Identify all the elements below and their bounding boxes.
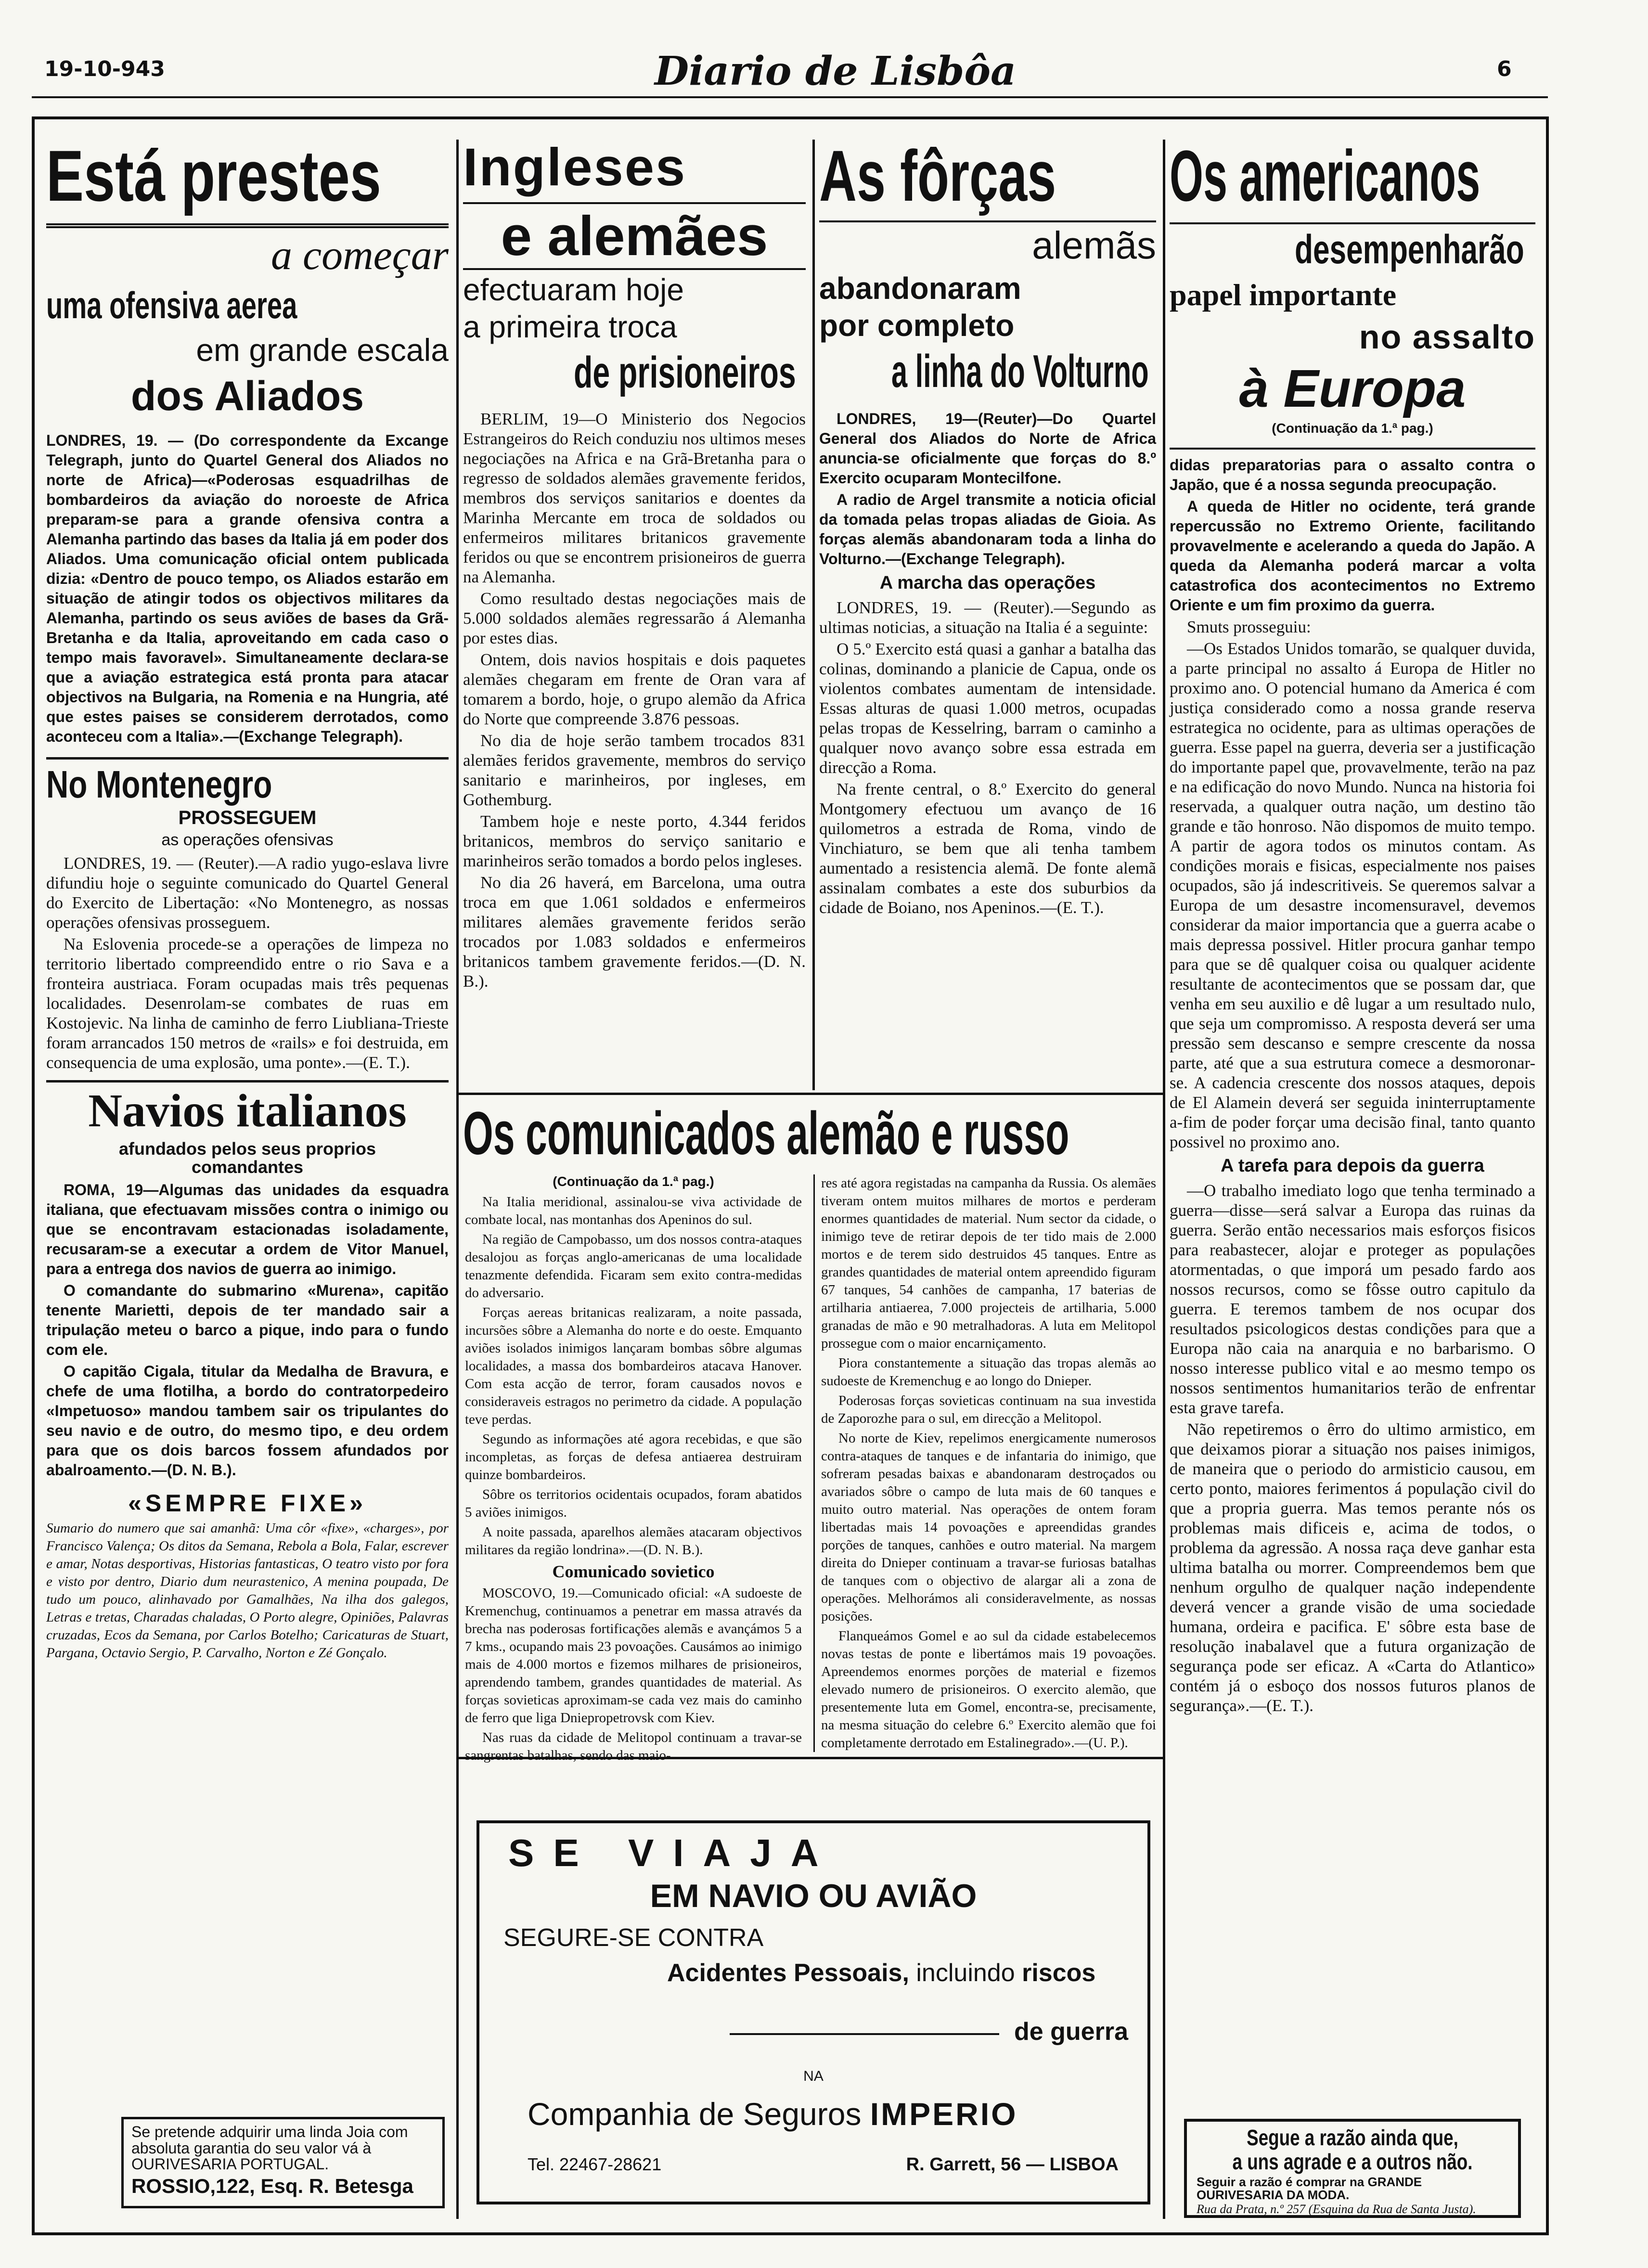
paragraph: Smuts prosseguiu: bbox=[1187, 618, 1311, 637]
column-2 bbox=[463, 140, 806, 993]
section-subtitle: as operações ofensivas bbox=[161, 830, 334, 849]
continuation-note: (Continuação da 1.ª pag.) bbox=[553, 1174, 714, 1189]
paragraph: Na Italia meridional, assinalou-se viva actividade de combate local, nas montanhas dos Apeninos do sul. bbox=[465, 1194, 802, 1228]
paragraph: Piora constantemente a situação das tropas alemãs ao sudoeste de Kremenchug e ao longo do Dnieper. bbox=[821, 1355, 1156, 1389]
section-subtitle: PROSSEGUEM bbox=[178, 807, 317, 828]
headline-deck: a primeira troca bbox=[463, 309, 677, 345]
ad-company: IMPERIO bbox=[870, 2096, 1018, 2132]
headline-deck: uma ofensiva aerea bbox=[46, 284, 297, 326]
paragraph: BERLIM, 19—O Ministerio dos Negocios Estrangeiros do Reich conduziu nos ultimos meses negociações na Africa e na Grã-Bretanha para o regresso de soldados alemães gravemente feridos, membros dos serviços sanitarios e doentes da Marinha Mercante em troca de soldados ou enfermeiros militares britanicos gravemente feridos ou que se encontrem prisioneiros de guerra na Alemanha. bbox=[463, 409, 806, 586]
header-rule bbox=[32, 96, 1548, 98]
section-subtitle: A tarefa para depois da guerra bbox=[1221, 1156, 1484, 1176]
headline-deck: por completo bbox=[819, 308, 1015, 343]
comunicados-section bbox=[463, 1099, 1156, 1167]
ad-text: Seguir a razão é comprar na GRANDE OURIVESARIA DA MODA. bbox=[1197, 2175, 1422, 2203]
issue-date: 19-10-943 bbox=[44, 57, 165, 81]
ad-companhia-imperio bbox=[476, 1820, 1150, 2204]
section-title: No Montenegro bbox=[46, 762, 272, 806]
ad-headline: a uns agrade e a outros não. bbox=[1232, 2149, 1473, 2174]
paragraph: Na frente central, o 8.º Exercito do general Montgomery efectuou um avanço de 16 quilometros a estrada de Roma, vindo de Vinchiaturo, se bem que ali tenha tambem aumentado a resistencia alemã. De fonte alemã assinalam combates a este dos suburbios da cidade de Boiano, nos Apeninos.—(E. T.). bbox=[819, 780, 1156, 917]
paragraph: No dia de hoje serão tambem trocados 831 alemães feridos gravemente, membros do serviço sanitario e marinheiros, por ingleses, em Gothemburg. bbox=[463, 731, 806, 809]
section-title: «SEMPRE FIXE» bbox=[128, 1489, 367, 1517]
paragraph: A queda de Hitler no ocidente, terá grande repercussão no Extremo Oriente, facilitando provavelmente e acelerando a queda do Japão. A queda da Alemanha poderá marcar a volta catastrofica dos acontecimentos no Extremo Oriente e um fim proximo da guerra. bbox=[1170, 498, 1535, 614]
headline: Os americanos bbox=[1170, 135, 1481, 216]
ad-company: Companhia de Seguros bbox=[528, 2096, 862, 2132]
section-title: Os comunicados alemão e russo bbox=[463, 1099, 1069, 1167]
paragraph: Tambem hoje e neste porto, 4.344 feridos britanicos, membros do serviço sanitario e marinheiros serão tomados a bordo pelos ingleses. bbox=[463, 812, 806, 870]
column-rule bbox=[812, 140, 815, 1090]
headline-deck: alemãs bbox=[1032, 224, 1156, 267]
section-subtitle: Comunicado sovietico bbox=[552, 1562, 715, 1582]
comunicado-alemao bbox=[465, 1174, 802, 1766]
column-3 bbox=[819, 135, 1156, 919]
paragraph: Ontem, dois navios hospitais e dois paquetes alemães chegaram em frente de Oran vara af tomarem a bordo, hoje, o grupo alemão da Africa do Norte que compreende 3.876 pessoas. bbox=[463, 650, 806, 728]
paragraph: LONDRES, 19. — (Reuter).—A radio yugo-eslava livre difundiu hoje o seguinte comunicado do Quartel General do Exercito de Libertação: «No Montenegro, as nossas operações ofensivas prosseguem. bbox=[46, 854, 449, 932]
paragraph: No dia 26 haverá, em Barcelona, uma outra troca em que 1.061 soldados e enfermeiros militares alemães gravemente feridos serão trocados por 1.083 soldados e enfermeiros britanicos tambem gravemente feridos.—(D. N. B.). bbox=[463, 873, 806, 991]
headline-deck: à Europa bbox=[1239, 359, 1466, 418]
paragraph: A noite passada, aparelhos alemães atacaram objectivos militares da região londrina».—(D. N. B.). bbox=[465, 1524, 802, 1558]
headline-deck: a começar bbox=[271, 232, 449, 279]
ad-text: incluindo bbox=[916, 1959, 1015, 1987]
paragraph: Poderosas forças sovieticas continuam na sua investida de Zaporozhe para o sul, em direcção a Melitopol. bbox=[821, 1393, 1156, 1426]
headline-deck: desempenharão bbox=[1295, 227, 1524, 272]
paragraph: No norte de Kiev, repelimos energicamente numerosos contra-ataques de tanques e de infantaria do inimigo, que sofreram pesadas baixas e abandonaram destroçados ou avariados sôbre o campo de luta mais de 60 tanques e muito outro material. Nas operações de ontem foram libertadas mais 14 povoações e apreendidas grandes porções de tanques, canhões e outro material. Na margem direita do Dnieper continuam a travar-se furiosas batalhas de tanques com o objectivo de alargar ali a zona de operações. Melhorámos ali consideravelmente, as nossas posições. bbox=[821, 1430, 1156, 1624]
ad-text: Acidentes Pessoais, bbox=[667, 1959, 909, 1987]
ad-rule bbox=[730, 2033, 999, 2035]
paragraph: A radio de Argel transmite a noticia oficial da tomada pelas tropas aliadas de Gioia. As forças alemãs abandonaram toda a linha do Volturno.—(Exchange Telegraph). bbox=[819, 491, 1156, 568]
paragraph: Como resultado destas negociações mais de 5.000 soldados alemães regressarão á Alemanha por estes dias. bbox=[463, 589, 806, 647]
headline-deck: no assalto bbox=[1359, 318, 1535, 356]
column-rule bbox=[456, 140, 459, 2219]
headline-deck: papel importante bbox=[1170, 278, 1397, 312]
paragraph: Na Eslovenia procede-se a operações de limpeza no territorio libertado compreendido entre o rio Sava e a fronteira austriaca. Foram ocupadas mais três pequenas localidades. Desenrolam-se combates de ruas em Kostojevic. Na linha de caminho de ferro Liubliana-Trieste foram arrancados 150 metros de «rails» e foi destruida, em consequencia de uma explosão, uma ponte».—(E. T.). bbox=[46, 935, 449, 1072]
ad-text: SEGURE-SE CONTRA bbox=[503, 1924, 764, 1952]
paragraph: Não repetiremos o êrro do ultimo armistico, em que deixamos piorar a situação nos paises inimigos, de maneira que o periodo do armisticio causou, em certo ponto, maiores ferimentos á população civil do que a propria guerra. Mas temos perante nós os problemas mais dificeis e, acima de todos, o problema da agressão. A nossa raça deve ganhar esta ultima batalha ou morrer. Compreendemos bem que nenhum orgulho de qualquer nação independente deverá vencer a grande visão de uma sociedade humana, ordeira e pacifica. E' sôbre esta base de resolução inabalavel que a futura organização de segurança pode ser eficaz. A «Carta do Atlantico» contém já o esboço dos nossos futuros planos de segurança».—(E. T.). bbox=[1170, 1420, 1535, 1715]
headline-deck: de prisioneiros bbox=[574, 348, 796, 397]
headline-deck: abandonaram bbox=[819, 271, 1021, 306]
paragraph: res até agora registadas na campanha da Russia. Os alemães tiveram ontem muitos milhares de mortos e perderam enormes quantidades de material. Num sector da cidade, o inimigo teve de retirar depois de ter tido mais de 2.000 mortos e de terem sido destruidos 45 tanques. Entre as grandes quantidades de material ontem apreendido figuram 67 tanques, 54 canhões de campanha, 17 baterias de artilharia antiaerea, 7.000 projecteis de artilharia, 5.000 granadas de mão e 90 metralhadoras. A luta em Melitopol prossegue com o maior encarniçamento. bbox=[821, 1175, 1156, 1351]
column-rule bbox=[813, 1174, 815, 1752]
paragraph: Segundo as informações até agora recebidas, e que são incompletas, as forças de defesa antiaerea destruiram quinze bombardeiros. bbox=[465, 1431, 802, 1483]
paragraph: ROMA, 19—Algumas das unidades da esquadra italiana, que efectuavam missões contra o inimigo ou que se encontravam estacionadas isoladamente, recusaram-se a executar a ordem de Vitor Manuel, para a entrega dos navios de guerra ao inimigo. bbox=[46, 1181, 449, 1277]
headline-deck: e alemães bbox=[501, 204, 768, 267]
paragraph: LONDRES, 19—(Reuter)—Do Quartel General dos Aliados do Norte de Africa anuncia-se oficialmente que forças do 8.º Exercito ocuparam Montecilfone. bbox=[819, 410, 1156, 487]
ad-address: R. Garrett, 56 — LISBOA bbox=[906, 2154, 1119, 2175]
ad-text: de guerra bbox=[1014, 2018, 1128, 2046]
paragraph: LONDRES, 19. — (Reuter).—Segundo as ultimas noticias, a situação na Italia é a seguinte: bbox=[819, 598, 1156, 637]
column-1 bbox=[46, 135, 449, 1662]
paragraph: Flanqueámos Gomel e ao sul da cidade estabelecemos novas testas de ponte e libertámos mais 19 povoações. Apreendemos enormes porções de material e fizemos elevado numero de prisioneiros. O exercito alemão, que presentemente luta em Gomel, encontra-se, precisamente, na mesma situação do celebre 6.º Exercito alemão que foi completamente derrotado em Estalinegrado».—(U. P.). bbox=[821, 1628, 1156, 1751]
ad-headline: EM NAVIO OU AVIÃO bbox=[650, 1878, 977, 1914]
ad-text: Se pretende adquirir uma linda Joia com absoluta garantia do seu valor vá à OURIVESARIA PORTUGAL. bbox=[131, 2123, 408, 2173]
column-4 bbox=[1170, 135, 1535, 1717]
paragraph: O capitão Cigala, titular da Medalha de Bravura, e chefe de uma flotilha, a bordo do contratorpedeiro «Impetuoso» mandou tambem sair os tripulantes do seu navio e de outro, do mesmo tipo, e deu ordem para que os dois barcos fossem afundados por abalroamento.—(D. N. B.). bbox=[46, 1362, 449, 1479]
ad-address: Rua da Prata, n.º 257 (Esquina da Rua de Santa Justa). bbox=[1197, 2202, 1476, 2216]
paragraph: didas preparatorias para o assalto contra o Japão, que é a nossa segunda preocupação. bbox=[1170, 456, 1535, 494]
paragraph: Nas ruas da cidade de Melitopol continuam a travar-se sangrentas batalhas, sendo das maio- bbox=[465, 1730, 802, 1764]
column-rule bbox=[1163, 140, 1165, 2219]
paragraph: Na região de Campobasso, um dos nossos contra-ataques desalojou as forças anglo-americanas de uma localidade tenazmente defendida. Ficaram sem exito contra-medidas do adversario. bbox=[465, 1232, 802, 1301]
ad-text: NA bbox=[803, 2068, 824, 2084]
paragraph: —Os Estados Unidos tomarão, se qualquer duvida, a parte principal no assalto á Europa de Hitler no proximo ano. O potencial humano da America é com justiça considerado como a nossa grande reserva estrategica no ocidente, para as ultimas operações de guerra. Esse papel na guerra, deveria ser a justificação do importante papel que, provavelmente, terão na paz e na edificação do novo Mundo. Nunca na historia foi reservada, a qualquer outra nação, um destino tão grande e tão honroso. Não dispomos de muito tempo. A partir de agora todos os minutos contam. As condições morais e fisicas, especialmente nos paises ocupados, são já indescritiveis. Se queremos salvar a Europa de um desastre incomensuravel, devemos considerar da maior importancia que a guerra acabe o mais depressa possivel. Hitler procura ganhar tempo para que se dê qualquer coisa ou qualquer acidente resultante de acontecimentos que se possam dar, que venha em seu auxilio e dê lugar a um resultado nulo, que seja um compromisso. A resposta deverá ser uma pressão sem descanso e sempre crescente da nossa parte, até que a sua estrutura comece a desmoronar-se. A cadencia crescente dos nossos ataques, depois de El Alamein deverá ser seguida ininterruptamente a-fim de poder forçar uma decisão final, tanto quanto possivel no proximo ano. bbox=[1170, 639, 1535, 1152]
paragraph: Forças aereas britanicas realizaram, a noite passada, incursões sôbre a Alemanha do norte e do oeste. Emquanto aviões isolados inimigos lançaram bombas sôbre algumas localidades, a massa dos bombardeiros atacava Hanover. Com esta acção de terror, foram causados novos e consideraveis estragos no perimetro da cidade. A população teve perdas. bbox=[465, 1305, 802, 1428]
ad-headline: SE VIAJA bbox=[508, 1831, 838, 1874]
section-title: Navios italianos bbox=[88, 1085, 407, 1137]
article-body: LONDRES, 19. — (Do correspondente da Excange Telegraph, junto do Quartel General dos Aliados no norte de Africa)—«Poderosas esquadrilhas de bombardeiros da aviação do noroeste de Africa preparam-se para a grande ofensiva contra a Alemanha partindo das bases da Italia já em poder dos Aliados. Uma comunicação oficial ontem publicada dizia: «Dentro de pouco tempo, os Aliados estarão em situação de atingir todos os objectivos militares da Alemanha, partindo os seus aviões de bases da Grã-Bretanha e da Italia, aproveitando em cada caso o tempo mais favoravel». Simultaneamente declara-se que a aviação estrategica está pronta para atacar objectivos na Bulgaria, na Romenia e na Hungria, até que estes paises se considerem derrotados, como aconteceu com a Italia».—(Exchange Telegraph). bbox=[46, 431, 449, 745]
headline-deck: em grande escala bbox=[196, 332, 449, 368]
headline-deck: efectuaram hoje bbox=[463, 272, 684, 308]
paragraph: Sôbre os territorios ocidentais ocupados, foram abatidos 5 aviões inimigos. bbox=[465, 1487, 802, 1521]
paragraph: O 5.º Exercito está quasi a ganhar a batalha das colinas, dominando a planicie de Capua, onde os violentos combates aumentam de intensidade. Essas alturas de quasi 1.000 metros, ocupadas pelas tropas de Kesselring, barram o caminho a qualquer novo avanço sobre essa estrada em direcção a Roma. bbox=[819, 640, 1156, 777]
ad-address: ROSSIO,122, Esq. R. Betesga bbox=[131, 2174, 413, 2197]
ad-headline: Segue a razão ainda que, bbox=[1247, 2125, 1458, 2150]
paragraph: —O trabalho imediato logo que tenha terminado a guerra—disse—será salvar a Europa das ruinas da guerra. Serão então necessarios mais esforços fisicos para reabastecer, alojar e proteger as populações atormentadas, o que imporá um pesado fardo aos nossos recursos, como se fôsse outro capitulo da guerra. E teremos tambem de nos ocupar dos resultados psicologicos destas condições para que a Europa não caia na anarquia e no barbarismo. O nosso interesse publico vital e ao mesmo tempo os nossos sentimentos humanitarios terão de enfrentar esta grave tarefa. bbox=[1170, 1181, 1535, 1418]
continuation-note: (Continuação da 1.ª pag.) bbox=[1272, 421, 1433, 436]
paragraph: MOSCOVO, 19.—Comunicado oficial: «A sudoeste de Kremenchug, continuamos a penetrar em massa através da brecha nas poderosas fortificações alemãs e avançámos 5 a 7 kms., ocupando mais 23 povoações. Causámos ao inimigo mais de 4.000 mortos e fizemos milhares de prisioneiros, aprendendo tambem, grandes quantidades de material. As forças sovieticas aproximam-se cada vez mais do caminho de ferro que liga Dniepropetrovsk com Kiev. bbox=[465, 1585, 802, 1726]
ad-phone: Tel. 22467-28621 bbox=[528, 2154, 662, 2174]
headline: As fôrças bbox=[819, 135, 1056, 216]
page-number: 6 bbox=[1497, 57, 1512, 81]
comunicado-sovietico bbox=[821, 1174, 1156, 1754]
article-body: Sumario do numero que sai amanhã: Uma côr «fixe», «charges», por Francisco Valença; Os ditos da Semana, Rebola a Bola, Falar, escrever e amar, Notas desportivas, Historias fantasticas, O teatro visto por fora e visto por dentro, Diario dum neurastenico, A menina poupada, De tudo um pouco, alinhavado por Gamalhães, Na ilha dos galegos, Letras e tretas, Charadas chaladas, O Porto alegre, Opiniões, Palavras cruzadas, Ecos da Semana, por Carlos Botelho; Caricaturas de Stuart, Pargana, Octavio Sergio, P. Carvalho, Norton e Zé Gonçalo. bbox=[46, 1521, 449, 1661]
paragraph: O comandante do submarino «Murena», capitão tenente Marietti, depois de ter mandado sair a tripulação meteu o barco a pique, indo para o fundo com ele. bbox=[46, 1281, 449, 1358]
section-rule bbox=[458, 1093, 1163, 1095]
headline: Está prestes bbox=[46, 135, 381, 216]
section-subtitle: afundados pelos seus proprios comandantes bbox=[118, 1139, 376, 1177]
section-subtitle: A marcha das operações bbox=[879, 573, 1096, 593]
headline-deck: dos Aliados bbox=[130, 373, 364, 420]
ad-ourivesaria-moda bbox=[1184, 2119, 1521, 2218]
ad-text: riscos bbox=[1022, 1959, 1096, 1987]
headline-deck: a linha do Volturno bbox=[891, 346, 1149, 398]
masthead: Diario de Lisbôa bbox=[655, 48, 1017, 94]
ad-ourivesaria-portugal bbox=[121, 2117, 445, 2208]
headline: Ingleses bbox=[463, 138, 687, 197]
